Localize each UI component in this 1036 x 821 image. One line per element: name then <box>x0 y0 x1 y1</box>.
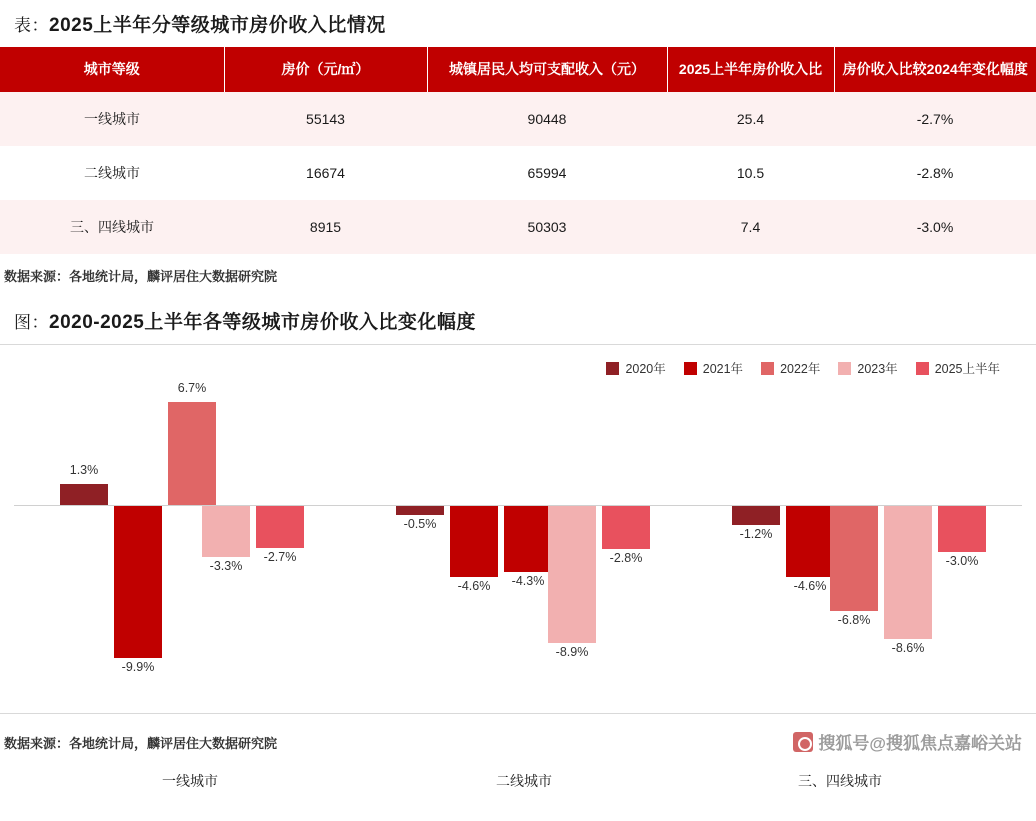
sohu-logo-icon <box>793 732 813 752</box>
cell-price: 55143 <box>224 92 427 146</box>
watermark-text: 搜狐号@搜狐焦点嘉峪关站 <box>818 734 1022 753</box>
bar-label-tier3-2021: -4.6% <box>793 579 827 593</box>
chart-title-prefix: 图： <box>14 313 49 332</box>
table-header-city: 城市等级 <box>0 47 224 92</box>
group-label-tier1: 一线城市 <box>162 773 218 789</box>
cell-ratio: 7.4 <box>667 200 834 254</box>
bar-tier1-2025h1 <box>256 506 304 548</box>
table-header-price: 房价（元/㎡） <box>224 47 427 92</box>
table-title <box>0 0 1036 47</box>
legend-item-2022 <box>761 359 820 377</box>
table-title-prefix: 表： <box>14 16 49 35</box>
bar-label-tier2-2020: -0.5% <box>403 517 437 531</box>
table-header-income: 城镇居民人均可支配收入（元） <box>427 47 667 92</box>
bar-tier3-2020 <box>732 506 780 525</box>
bar-label-tier2-2022: -4.3% <box>511 574 545 588</box>
table-row <box>0 200 1036 254</box>
cell-change: -2.8% <box>834 146 1036 200</box>
legend-label-2020: 2020年 <box>625 362 666 376</box>
table-header-ratio: 2025上半年房价收入比 <box>667 47 834 92</box>
bar-label-tier1-2020: 1.3% <box>69 463 99 477</box>
group-label-tier2: 二线城市 <box>496 773 552 789</box>
bar-tier3-2025h1 <box>938 506 986 552</box>
legend-item-2020 <box>606 359 665 377</box>
cell-income: 50303 <box>427 200 667 254</box>
bar-tier3-2021 <box>786 506 834 577</box>
bar-tier2-2025h1 <box>602 506 650 549</box>
cell-change: -3.0% <box>834 200 1036 254</box>
chart-bottom-divider <box>0 713 1036 714</box>
chart-title-text: 2020-2025上半年各等级城市房价收入比变化幅度 <box>49 312 476 333</box>
bar-tier3-2022 <box>830 506 878 611</box>
legend-item-2021 <box>684 359 743 377</box>
cell-income: 90448 <box>427 92 667 146</box>
legend-swatch-2025h1 <box>916 362 929 375</box>
bar-label-tier3-2023: -8.6% <box>891 641 925 655</box>
bar-tier1-2023 <box>202 506 250 557</box>
bar-tier1-2021 <box>114 506 162 658</box>
legend-label-2023: 2023年 <box>857 362 898 376</box>
table-title-text: 2025上半年分等级城市房价收入比情况 <box>49 15 386 36</box>
bar-label-tier3-2022: -6.8% <box>837 613 871 627</box>
cell-city: 一线城市 <box>0 92 224 146</box>
legend-swatch-2023 <box>838 362 851 375</box>
bar-tier2-2020 <box>396 506 444 515</box>
cell-ratio: 10.5 <box>667 146 834 200</box>
bar-label-tier1-2025h1: -2.7% <box>263 550 297 564</box>
housing-ratio-table <box>0 47 1036 254</box>
table-row <box>0 92 1036 146</box>
bar-label-tier3-2025h1: -3.0% <box>945 554 979 568</box>
legend-label-2025h1: 2025上半年 <box>934 362 1000 376</box>
chart-source-note: 数据来源：各地统计局，麟评居住大数据研究院 <box>4 736 278 751</box>
bar-label-tier1-2021: -9.9% <box>121 660 155 674</box>
bar-tier2-2022 <box>504 506 552 572</box>
bar-label-tier1-2022: 6.7% <box>177 381 207 395</box>
cell-city: 二线城市 <box>0 146 224 200</box>
table-header-change: 房价收入比较2024年变化幅度 <box>834 47 1036 92</box>
bar-label-tier3-2020: -1.2% <box>739 527 773 541</box>
bar-label-tier2-2025h1: -2.8% <box>609 551 643 565</box>
chart-legend <box>606 359 1000 377</box>
group-label-tier3: 三、四线城市 <box>798 773 882 789</box>
bar-tier1-2022 <box>168 402 216 505</box>
bar-label-tier1-2023: -3.3% <box>209 559 243 573</box>
legend-item-2025h1 <box>916 359 1000 377</box>
cell-price: 16674 <box>224 146 427 200</box>
bar-tier2-2023 <box>548 506 596 643</box>
legend-label-2022: 2022年 <box>780 362 821 376</box>
chart-title <box>0 295 1036 344</box>
cell-change: -2.7% <box>834 92 1036 146</box>
watermark <box>793 729 1022 754</box>
table-header-row <box>0 47 1036 92</box>
legend-item-2023 <box>838 359 897 377</box>
table-source-note: 数据来源：各地统计局，麟评居住大数据研究院 <box>4 269 278 284</box>
bar-label-tier2-2023: -8.9% <box>555 645 589 659</box>
cell-ratio: 25.4 <box>667 92 834 146</box>
cell-income: 65994 <box>427 146 667 200</box>
cell-price: 8915 <box>224 200 427 254</box>
bar-chart <box>0 344 1036 789</box>
cell-city: 三、四线城市 <box>0 200 224 254</box>
table-row <box>0 146 1036 200</box>
bar-tier3-2023 <box>884 506 932 639</box>
bar-label-tier2-2021: -4.6% <box>457 579 491 593</box>
legend-swatch-2022 <box>761 362 774 375</box>
bar-tier2-2021 <box>450 506 498 577</box>
legend-label-2021: 2021年 <box>702 362 744 376</box>
legend-swatch-2021 <box>684 362 697 375</box>
legend-swatch-2020 <box>606 362 619 375</box>
bar-tier1-2020 <box>60 484 108 505</box>
